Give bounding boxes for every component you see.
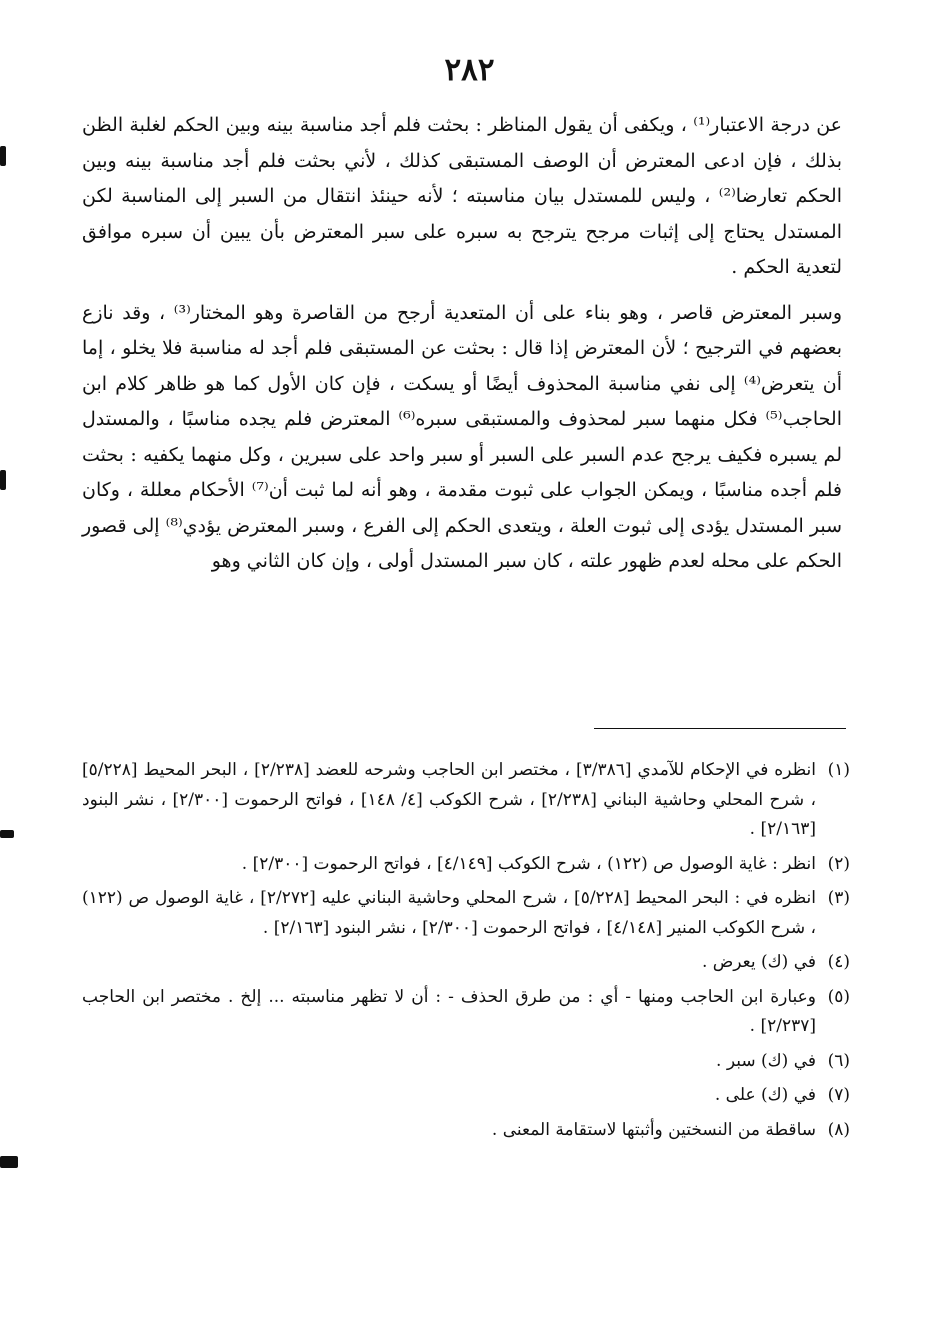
footnote-2 (82, 850, 850, 880)
scan-mark (0, 830, 14, 838)
scan-mark (0, 146, 6, 166)
footnotes (82, 756, 850, 1150)
footnote-number: (٤) (827, 952, 850, 972)
main-text (82, 108, 842, 580)
footnote-text: انظره في الإحكام للآمدي [٣/٣٨٦] ، مختصر ابن الحاجب وشرحه للعضد [٢/٢٣٨] ، البحر المحيط [٥/٢٢٨] ، شرح المحلي وحاشية البناني [٢/٢٣٨] ، شرح الكوكب [٤/ ١٤٨] ، فواتح الرحموت [٢/٣٠٠] ، نشر البنود [٢/١٦٣] . (82, 760, 817, 839)
scan-mark (0, 1156, 18, 1168)
footnote-number: (١) (827, 760, 850, 780)
footnote-text: في (ك) على . (714, 1085, 816, 1105)
footnote-8 (82, 1116, 850, 1146)
paragraph-2: وسبر المعترض قاصر ، وهو بناء على أن المتعدية أرجح من القاصرة وهو المختار⁽³⁾ ، وقد نازع بعضهم في الترجيح ؛ لأن المعترض إذا قال : بحثت عن المستبقى فلم أجد له مناسبة فلا يخلو ، إما أن يتعرض⁽⁴⁾ إلى نفي مناسبة المحذوف أيضًا أو يسكت ، فإن كان الأول كما هو ظاهر كلام ابن الحاجب⁽⁵⁾ فكل منهما سبر لمحذوف والمستبقى سبره⁽⁶⁾ المعترض فلم يجده مناسبًا ، والمستدل لم يسبره فكيف يرجح عدم السبر على السبر أو سبر واحد على سبرين ، وكل منهما يكفيه : بحثت فلم أجده مناسبًا ، ويمكن الجواب على ثبوت مقدمة ، وهو أنه لما ثبت أن⁽⁷⁾ الأحكام معللة ، وكان سبر المستدل يؤدى إلى ثبوت العلة ، ويتعدى الحكم إلى الفرع ، وسبر المعترض يؤدي⁽⁸⁾ إلى قصور الحكم على محله لعدم ظهور علته ، كان سبر المستدل أولى ، وإن كان الثاني وهو (82, 301, 842, 572)
footnote-7 (82, 1081, 850, 1111)
footnote-text: انظره في : البحر المحيط [٥/٢٢٨] ، شرح المحلي وحاشية البناني عليه [٢/٢٧٢] ، غاية الوصول ص (١٢٢) ، شرح الكوكب المنير [٤/١٤٨] ، فواتح الرحموت [٢/٣٠٠] ، نشر البنود [٢/١٦٣] . (82, 888, 817, 938)
footnote-4 (82, 948, 850, 978)
footnote-text: وعبارة ابن الحاجب ومنها - أي : من طرق الحذف - : أن لا تظهر مناسبته ... إلخ . مختصر ابن الحاجب [٢/٢٣٧] . (82, 986, 816, 1036)
footnote-text: في (ك) سبر . (716, 1050, 816, 1071)
page-number: ٢٨٢ (444, 52, 495, 88)
footnote-5 (82, 983, 850, 1042)
footnote-number: (٣) (827, 888, 850, 908)
footnote-6 (82, 1047, 850, 1077)
footnote-text: في (ك) يعرض . (701, 952, 816, 972)
footnote-text: انظر : غاية الوصول ص (١٢٢) ، شرح الكوكب [٤/١٤٩] ، فواتح الرحموت [٢/٣٠٠] . (241, 853, 816, 874)
paragraph-1: عن درجة الاعتبار⁽¹⁾ ، ويكفى أن يقول المناظر : بحثت فلم أجد مناسبة بينه وبين الحكم لغلبة الظن بذلك ، فإن ادعى المعترض أن الوصف المستبقى كذلك ، لأني بحثت فلم أجد مناسبة بينه وبين الحكم تعارضا⁽²⁾ ، وليس للمستدل بيان مناسبته ؛ لأنه حينئذ انتقال من السبر إلى المناسبة لكن المستدل يحتاج إلى إثبات مرجح يترجح به سبره على سبر المعترض بأن يبين أن سبره موافق لتعدية الحكم . (82, 114, 842, 278)
footnote-1 (82, 756, 850, 845)
footnote-separator (594, 728, 846, 729)
footnote-text: ساقطة من النسختين وأثبتها لاستقامة المعنى . (491, 1119, 816, 1140)
footnote-3 (82, 884, 850, 943)
scan-mark (0, 470, 6, 490)
footnote-number: (٧) (827, 1085, 850, 1105)
footnote-number: (٨) (827, 1119, 850, 1140)
footnote-number: (٦) (827, 1050, 850, 1071)
footnote-number: (٥) (827, 986, 850, 1007)
footnote-number: (٢) (827, 853, 850, 874)
